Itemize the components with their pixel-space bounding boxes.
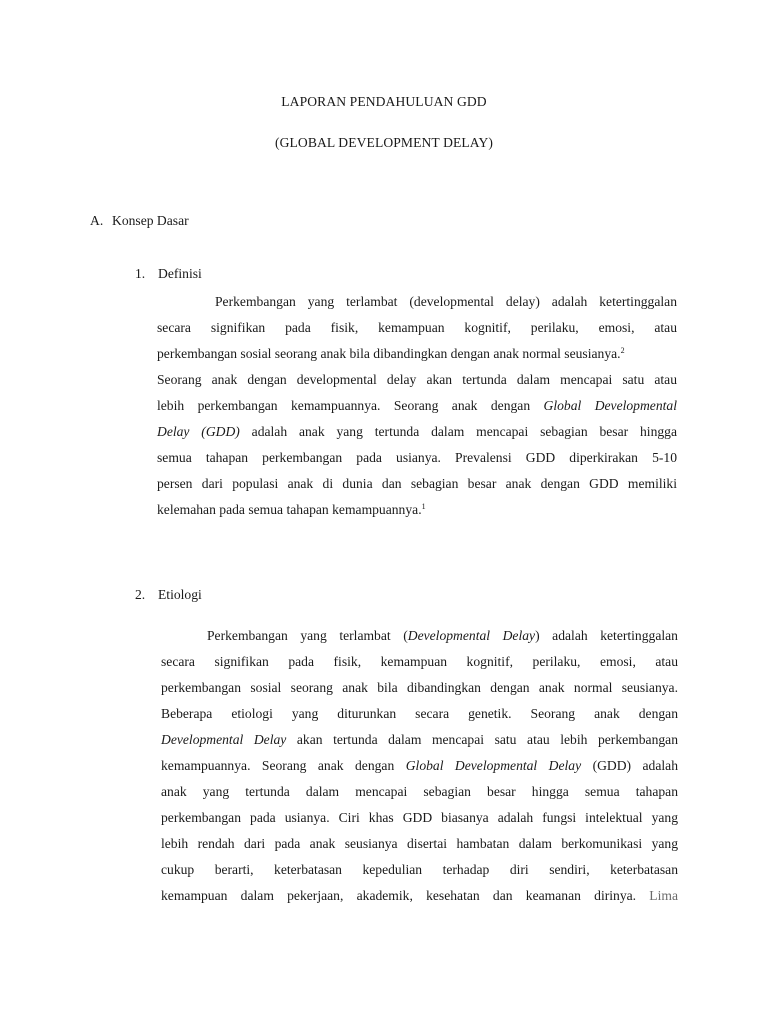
- paragraph-line: perkembangan sosial seorang anak bila dibandingkan dengan anak normal seusianya.$^2$: [157, 346, 625, 361]
- paragraph-line: Perkembangan yang terlambat (developmental delay) adalah ketertinggalan: [215, 294, 677, 309]
- paragraph-line: kelemahan pada semua tahapan kemampuannya.$^1$: [157, 502, 426, 517]
- subsection-marker: 1.: [135, 266, 146, 281]
- paragraph-line: lebih perkembangan kemampuannya. Seorang anak dengan Global Developmental: [157, 398, 677, 413]
- paragraph-line: kemampuan dalam pekerjaan, akademik, kesehatan dan keamanan dirinya. Lima: [161, 888, 678, 903]
- paragraph-line: semua tahapan perkembangan pada usianya. Prevalensi GDD diperkirakan 5-10: [157, 450, 677, 465]
- subsection-heading-text: Etiologi: [158, 587, 202, 602]
- definisi-paragraph: [157, 289, 677, 523]
- paragraph-line: secara signifikan pada fisik, kemampuan kognitif, perilaku, emosi, atau: [161, 654, 678, 669]
- paragraph-line: Seorang anak dengan developmental delay akan tertunda dalam mencapai satu atau: [157, 372, 677, 387]
- paragraph-line: Developmental Delay akan tertunda dalam mencapai satu atau lebih perkembangan: [161, 732, 678, 747]
- footnote-ref: 1: [421, 502, 426, 511]
- section-marker: A.: [90, 213, 104, 228]
- subsection-heading-text: Definisi: [158, 266, 202, 281]
- paragraph-line: anak yang tertunda dalam mencapai sebagian besar hingga semua tahapan: [161, 784, 678, 799]
- etiologi-paragraph: [161, 623, 678, 909]
- paragraph-line: secara signifikan pada fisik, kemampuan kognitif, perilaku, emosi, atau: [157, 320, 677, 335]
- paragraph-line: cukup berarti, keterbatasan kepedulian terhadap diri sendiri, keterbatasan: [161, 862, 678, 877]
- section-heading-text: Konsep Dasar: [112, 213, 189, 228]
- paragraph-line: perkembangan pada usianya. Ciri khas GDD biasanya adalah fungsi intelektual yang: [161, 810, 678, 825]
- subsection-marker: 2.: [135, 587, 146, 602]
- paragraph-line: Beberapa etiologi yang diturunkan secara genetik. Seorang anak dengan: [161, 706, 678, 721]
- footnote-ref: 2: [620, 346, 625, 355]
- subsection-heading-definisi: [135, 266, 202, 282]
- paragraph-line: kemampuannya. Seorang anak dengan Global Developmental Delay (GDD) adalah: [161, 758, 678, 773]
- paragraph-line: persen dari populasi anak di dunia dan sebagian besar anak dengan GDD memiliki: [157, 476, 677, 491]
- document-subtitle: (GLOBAL DEVELOPMENT DELAY): [274, 135, 494, 150]
- paragraph-line: Delay (GDD) adalah anak yang tertunda dalam mencapai sebagian besar hingga: [157, 424, 677, 439]
- document-title: LAPORAN PENDAHULUAN GDD: [281, 94, 487, 109]
- subsection-heading-etiologi: [135, 587, 202, 603]
- paragraph-line: perkembangan sosial seorang anak bila dibandingkan dengan anak normal seusianya.: [161, 680, 678, 695]
- section-heading-a: [90, 213, 189, 229]
- paragraph-line: lebih rendah dari pada anak seusianya disertai hambatan dalam berkomunikasi yang: [161, 836, 678, 851]
- paragraph-line: Perkembangan yang terlambat (Developmental Delay) adalah ketertinggalan: [207, 628, 678, 643]
